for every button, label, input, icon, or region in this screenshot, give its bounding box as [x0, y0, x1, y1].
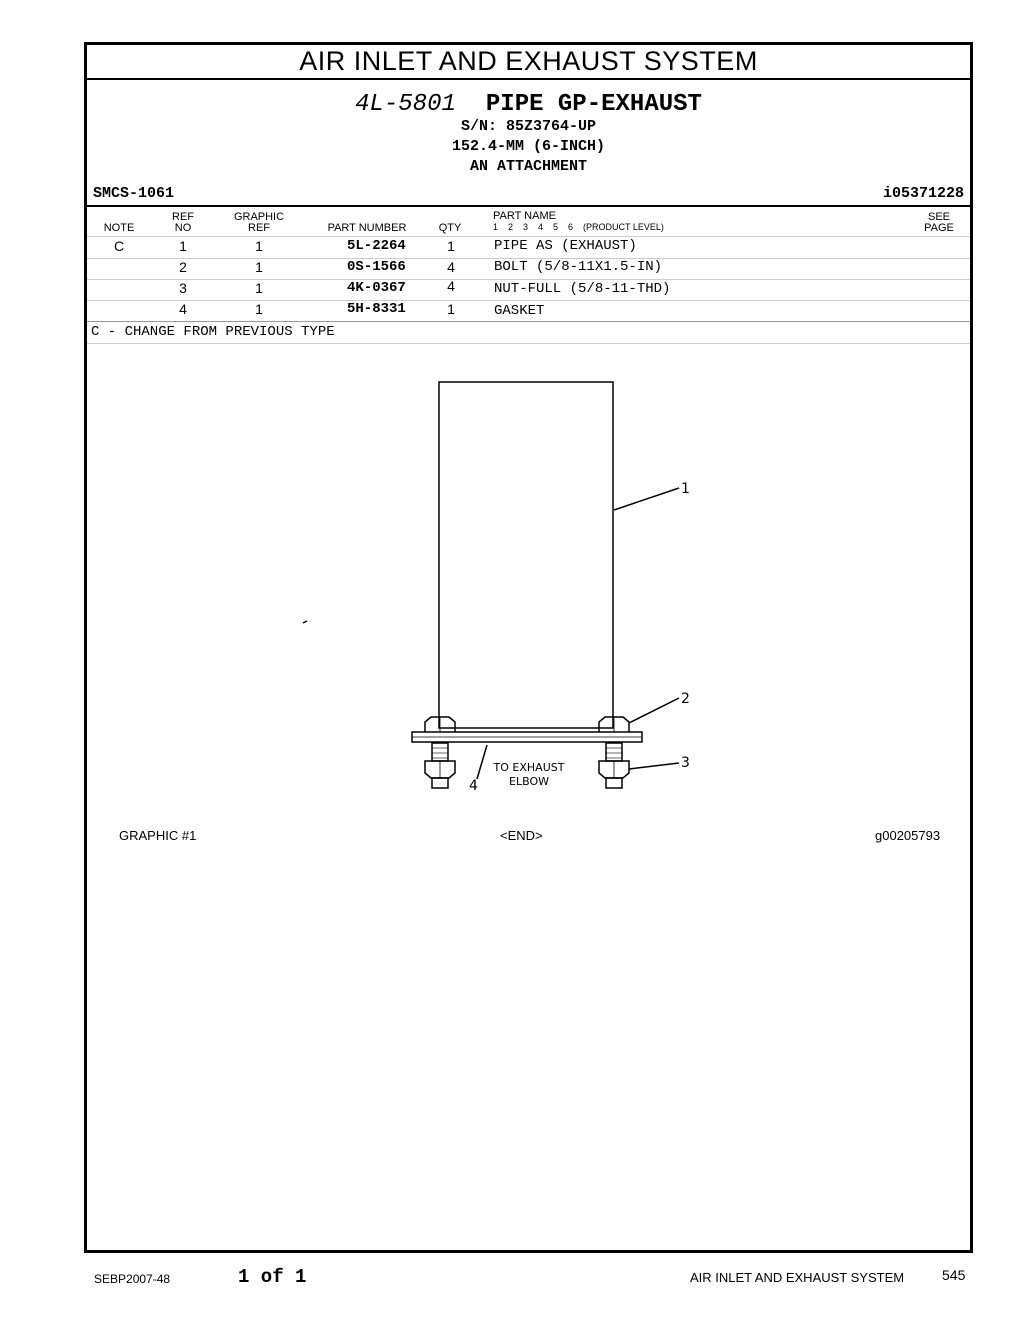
col-ref-no-2: NO	[174, 222, 192, 234]
row1-note: C	[113, 238, 125, 254]
row4-part-name: GASKET	[494, 303, 545, 319]
row3-qty: 4	[447, 278, 455, 294]
smcs-code: SMCS-1061	[93, 185, 175, 202]
callout-3: 3	[681, 755, 690, 771]
footnote-rule	[87, 343, 970, 344]
row3-ref-no: 3	[179, 280, 187, 296]
doc-number: SEBP2007-48	[94, 1272, 171, 1286]
col-ref-no-1: REF	[172, 211, 194, 223]
attachment-label: AN ATTACHMENT	[469, 158, 588, 175]
header-rule	[87, 236, 970, 237]
row-rule	[87, 300, 970, 301]
footer-section: AIR INLET AND EXHAUST SYSTEM	[690, 1270, 905, 1285]
row3-part-name: NUT-FULL (5/8-11-THD)	[494, 281, 671, 297]
row2-part-name: BOLT (5/8-11X1.5-IN)	[494, 259, 663, 275]
pipe-body	[439, 382, 613, 728]
row2-part-number: 0S-1566	[347, 259, 406, 275]
row4-ref-no: 4	[179, 301, 187, 317]
serial-number: S/N: 85Z3764-UP	[460, 118, 597, 135]
col-graphic-ref-2: REF	[248, 222, 270, 234]
table-bottom-rule	[87, 321, 970, 322]
row4-part-number: 5H-8331	[347, 301, 406, 317]
col-part-name: PART NAME	[493, 210, 556, 222]
col-qty: QTY	[438, 222, 462, 234]
row1-part-number: 5L-2264	[347, 238, 406, 254]
col-see-page-2: PAGE	[924, 222, 954, 234]
graphic-label: GRAPHIC #1	[119, 828, 197, 843]
row3-graphic-ref: 1	[255, 280, 263, 296]
drawing-note-line2: ELBOW	[509, 775, 549, 788]
col-part-number: PART NUMBER	[327, 222, 407, 234]
size-spec: 152.4-MM (6-INCH)	[451, 138, 606, 155]
end-marker: <END>	[500, 828, 543, 843]
graphic-id: g00205793	[875, 828, 941, 843]
system-title: AIR INLET AND EXHAUST SYSTEM	[87, 45, 970, 80]
col-product-levels: 1 2 3 4 5 6 (PRODUCT LEVEL)	[493, 222, 664, 232]
row-rule	[87, 279, 970, 280]
callout-4: 4	[469, 778, 478, 794]
row1-qty: 1	[447, 238, 455, 254]
row4-qty: 1	[447, 301, 455, 317]
row3-part-number: 4K-0367	[347, 280, 406, 296]
row2-graphic-ref: 1	[255, 259, 263, 275]
page-frame	[84, 42, 973, 1253]
col-graphic-ref-1: GRAPHIC	[233, 211, 285, 223]
row2-ref-no: 2	[179, 259, 187, 275]
row4-graphic-ref: 1	[255, 301, 263, 317]
callout-2: 2	[681, 691, 690, 707]
page-number: 545	[942, 1267, 966, 1283]
group-name: PIPE GP-EXHAUST	[485, 91, 702, 118]
col-see-page-1: SEE	[927, 211, 950, 223]
group-heading	[87, 89, 970, 118]
change-footnote: C - CHANGE FROM PREVIOUS TYPE	[91, 324, 335, 340]
callout-1: 1	[681, 481, 690, 497]
row2-qty: 4	[447, 259, 455, 275]
illustration-id: i05371228	[882, 185, 964, 202]
col-note: NOTE	[103, 222, 135, 234]
row1-graphic-ref: 1	[255, 238, 263, 254]
exploded-drawing	[87, 345, 970, 825]
row1-ref-no: 1	[179, 238, 187, 254]
page-of: 1 of 1	[238, 1266, 307, 1288]
row1-part-name: PIPE AS (EXHAUST)	[494, 238, 637, 254]
group-part-number: 4L-5801	[355, 91, 456, 118]
table-top-rule	[87, 205, 970, 207]
drawing-note-line1: TO EXHAUST	[493, 761, 565, 774]
